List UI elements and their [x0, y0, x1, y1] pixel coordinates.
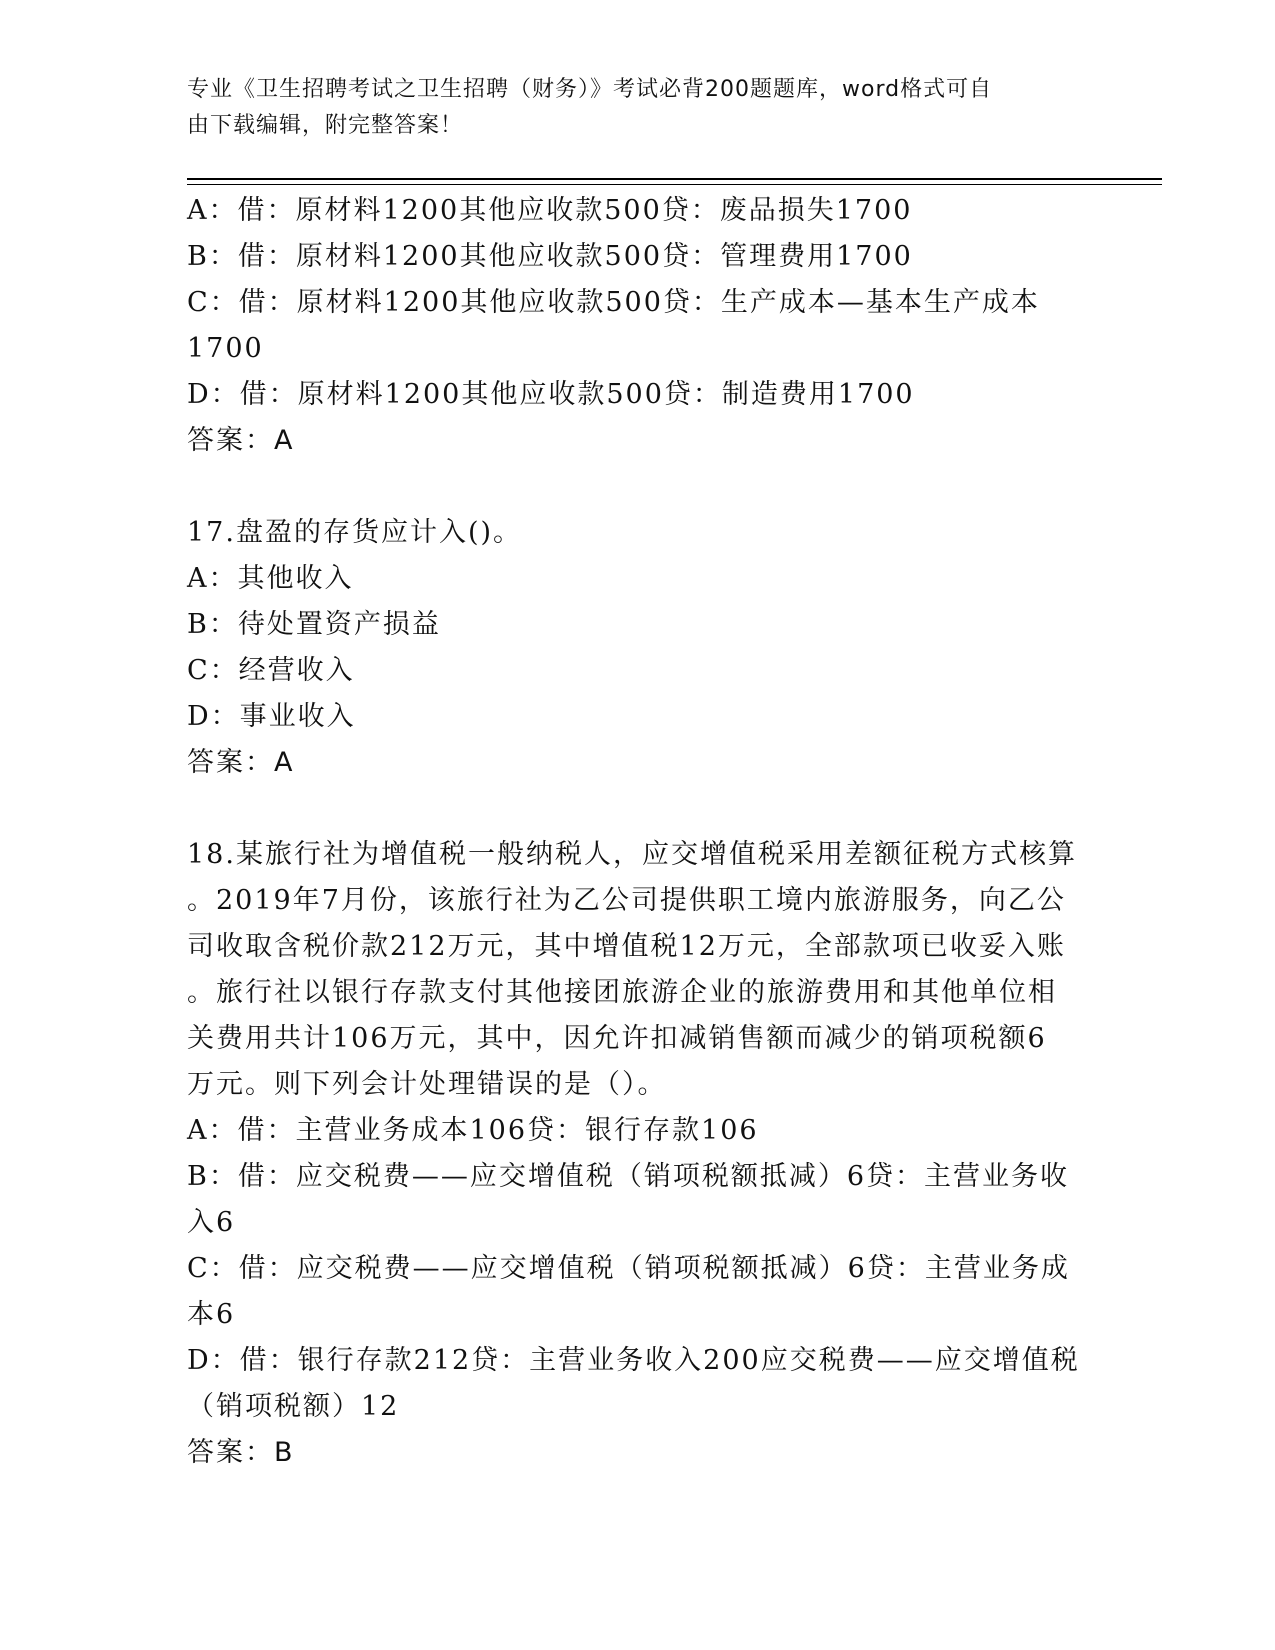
document-header	[187, 72, 1087, 144]
header-line-2: 由下载编辑，附完整答案！	[187, 113, 464, 138]
document-body	[187, 188, 1080, 1476]
answer: 答案：A	[187, 747, 295, 778]
option-c-continued: 本6	[187, 1299, 236, 1330]
question-stem-line-6: 万元。则下列会计处理错误的是（）。	[187, 1069, 667, 1100]
question-stem-line-5: 关费用共计106万元，其中，因允许扣减销售额而减少的销项税额6	[187, 1023, 1047, 1054]
question-stem-line-3: 司收取含税价款212万元，其中增值税12万元，全部款项已收妥入账	[187, 931, 1066, 962]
answer: 答案：B	[187, 1437, 295, 1468]
option-a: A：借：主营业务成本106贷：银行存款106	[187, 1115, 759, 1146]
option-b: B：待处置资产损益	[187, 609, 441, 640]
option-a: A：借：原材料1200其他应收款500贷：废品损失1700	[187, 195, 913, 226]
option-d-continued: （销项税额）12	[187, 1391, 400, 1422]
question-stem: 17.盘盈的存货应计入()。	[187, 517, 523, 548]
spacer	[187, 786, 1077, 832]
answer: 答案：A	[187, 425, 295, 456]
question-stem-line-2: 。2019年7月份，该旅行社为乙公司提供职工境内旅游服务，向乙公	[187, 885, 1066, 916]
question-17	[187, 510, 1077, 786]
option-d: D：借：银行存款212贷：主营业务收入200应交税费——应交增值税	[187, 1345, 1080, 1376]
option-b-continued: 入6	[187, 1207, 236, 1238]
option-b: B：借：应交税费——应交增值税（销项税额抵减）6贷：主营业务收	[187, 1161, 1070, 1192]
option-b: B：借：原材料1200其他应收款500贷：管理费用1700	[187, 241, 913, 272]
question-16	[187, 188, 1077, 464]
header-line-1: 专业《卫生招聘考试之卫生招聘（财务）》考试必背200题题库，word格式可自	[187, 77, 993, 102]
option-c: C：借：原材料1200其他应收款500贷：生产成本—基本生产成本	[187, 287, 1040, 318]
option-a: A：其他收入	[187, 563, 354, 594]
question-stem-line-4: 。旅行社以银行存款支付其他接团旅游企业的旅游费用和其他单位相	[187, 977, 1057, 1008]
header-divider-thin	[187, 184, 1162, 185]
header-divider-thick	[187, 178, 1162, 180]
option-c: C：经营收入	[187, 655, 355, 686]
option-c: C：借：应交税费——应交增值税（销项税额抵减）6贷：主营业务成	[187, 1253, 1070, 1284]
spacer	[187, 464, 1077, 510]
option-d: D：借：原材料1200其他应收款500贷：制造费用1700	[187, 379, 915, 410]
question-18	[187, 832, 1080, 1476]
question-stem-line-1: 18.某旅行社为增值税一般纳税人，应交增值税采用差额征税方式核算	[187, 839, 1077, 870]
option-c-continued: 1700	[187, 333, 264, 364]
option-d: D：事业收入	[187, 701, 356, 732]
